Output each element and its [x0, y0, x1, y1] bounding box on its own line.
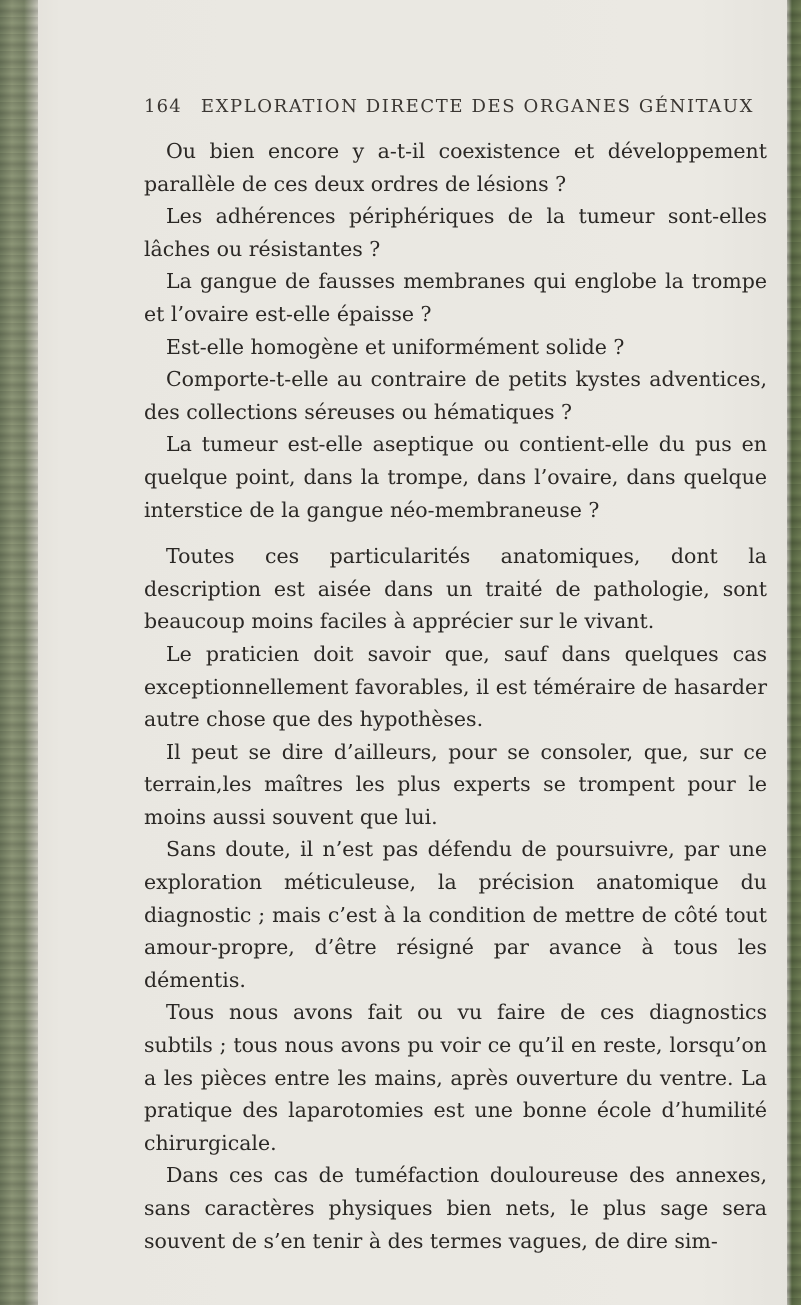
page-right-edge — [787, 0, 801, 1305]
page-number: 164 — [144, 96, 182, 117]
page-header — [144, 96, 764, 126]
paragraph: La gangue de fausses membranes qui englobe la trompe et l’ovaire est-elle épaisse ? — [144, 269, 767, 326]
page-binding-edge — [0, 0, 38, 1305]
paragraph: Comporte-t-elle au contraire de petits kystes adventices, des collections séreuses ou hématiques ? — [144, 367, 767, 424]
running-title: EXPLORATION DIRECTE DES ORGANES GÉNITAUX — [200, 96, 755, 117]
paragraph: Les adhérences périphériques de la tumeur sont-elles lâches ou résistantes ? — [144, 204, 767, 261]
paragraph: Sans doute, il n’est pas défendu de poursuivre, par une exploration méticuleuse, la précision anatomique du diagnostic ; mais c’est à la condition de mettre de côté tout amour-propre, d’être résigné par avance à tous les démentis. — [144, 837, 767, 992]
body-text — [144, 135, 767, 1257]
paragraph: Il peut se dire d’ailleurs, pour se consoler, que, sur ce terrain,les maîtres les plus experts se trompent pour le moins aussi souvent que lui. — [144, 739, 767, 829]
paragraph: Est-elle homogène et uniformément solide ? — [166, 334, 625, 359]
paragraph: Tous nous avons fait ou vu faire de ces diagnostics subtils ; tous nous avons pu voir ce qu’il en reste, lorsqu’on a les pièces entre les mains, après ouverture du ventre. La pratique des laparotomies est une bonne école d’humilité chirurgicale. — [144, 1000, 767, 1155]
paragraph: Dans ces cas de tuméfaction douloureuse des annexes, sans caractères physiques bien nets, le plus sage sera souvent de s’en tenir à des termes vagues, de dire sim- — [144, 1163, 767, 1253]
paragraph: Ou bien encore y a-t-il coexistence et développement parallèle de ces deux ordres de lésions ? — [144, 139, 767, 196]
paragraph: Le praticien doit savoir que, sauf dans quelques cas exceptionnellement favorables, il est téméraire de hasarder autre chose que des hypothèses. — [144, 641, 767, 732]
paragraph: Toutes ces particularités anatomiques, dont la description est aisée dans un traité de pathologie, sont beaucoup moins faciles à apprécier sur le vivant. — [144, 544, 767, 634]
paragraph: La tumeur est-elle aseptique ou contient-elle du pus en quelque point, dans la trompe, dans l’ovaire, dans quelque interstice de la gangue néo-membraneuse ? — [144, 432, 767, 522]
